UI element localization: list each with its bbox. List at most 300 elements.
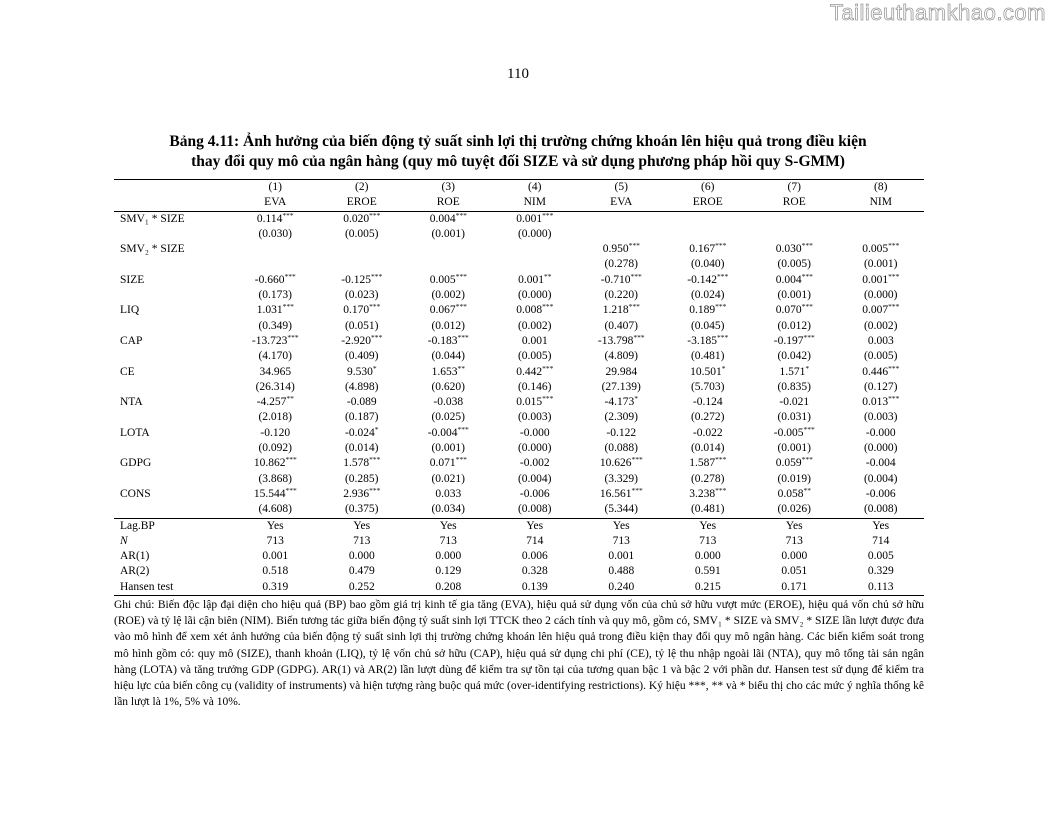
- standard-error-cell: (0.285): [344, 472, 379, 485]
- coefficient-value: -0.000: [519, 426, 550, 439]
- standard-error-cell: (0.044): [431, 350, 466, 363]
- standard-error-cell: (0.000): [863, 289, 898, 302]
- standard-error-cell: (0.008): [838, 502, 925, 518]
- row-label: Lag.BP: [114, 518, 232, 534]
- standard-error-cell: (0.031): [777, 411, 812, 424]
- standard-error-cell: (0.051): [344, 319, 379, 332]
- coefficient-cell: [405, 395, 492, 410]
- standard-error-cell: (0.023): [344, 289, 379, 302]
- coefficient-cell: [319, 211, 406, 227]
- standard-error-cell: [665, 227, 752, 242]
- header-corner: [114, 195, 232, 211]
- significance-stars: **: [286, 394, 294, 404]
- significance-stars: ***: [715, 241, 727, 251]
- caption-line-1: Bảng 4.11: Ảnh hưởng của biến động tỷ suất sinh lợi thị trường chứng khoán lên hiệu quả trong điều kiện: [169, 133, 867, 150]
- coefficient-cell: [665, 487, 752, 502]
- standard-error-cell: (0.000): [517, 227, 552, 240]
- statistic-cell: 0.139: [492, 580, 579, 596]
- coefficient-row: [114, 334, 924, 349]
- row-label: SMV₂ * SIZE: [120, 243, 185, 256]
- coefficient-cell: [838, 242, 925, 257]
- standard-error-row: [114, 227, 924, 242]
- coefficient-cell: [492, 211, 579, 227]
- statistic-cell: Yes: [232, 518, 319, 534]
- standard-error-cell: (0.002): [863, 319, 898, 332]
- coefficient-cell: [751, 426, 838, 441]
- header-model-number: (4): [492, 180, 579, 196]
- coefficient-cell: [492, 456, 579, 471]
- standard-error-cell: [232, 257, 319, 272]
- coefficient-value: 16.561: [599, 487, 632, 500]
- coefficient-value: 0.070: [775, 304, 802, 317]
- standard-error-cell: (5.703): [690, 380, 725, 393]
- coefficient-cell: [492, 273, 579, 288]
- statistic-cell: 0.215: [665, 580, 752, 596]
- coefficient-value: -0.005: [773, 426, 804, 439]
- coefficient-cell: [492, 365, 579, 380]
- statistic-cell: 0.319: [232, 580, 319, 596]
- standard-error-cell: (0.000): [517, 289, 552, 302]
- significance-stars: ***: [282, 302, 294, 312]
- significance-stars: ***: [801, 271, 813, 281]
- row-label: [114, 319, 232, 334]
- coefficient-cell: [232, 395, 319, 410]
- coefficient-cell: [838, 365, 925, 380]
- significance-stars: ***: [369, 302, 381, 312]
- standard-error-cell: (0.005): [777, 258, 812, 271]
- statistic-cell: Yes: [492, 518, 579, 534]
- statistic-cell: Yes: [405, 518, 492, 534]
- coefficient-value: -3.185: [687, 334, 717, 347]
- standard-error-cell: (0.000): [517, 442, 552, 455]
- header-dependent-var: EROE: [319, 195, 406, 211]
- coefficient-value: -0.000: [865, 426, 896, 439]
- standard-error-cell: [578, 227, 665, 242]
- coefficient-cell: [232, 303, 319, 318]
- coefficient-cell: [319, 487, 406, 502]
- coefficient-cell: [405, 303, 492, 318]
- table-note: Ghi chú: Biến độc lập đại diện cho hiệu quả (BP) bao gồm giá trị kinh tế gia tăng (EVA), hiệu quả sử dụng vốn của chủ sở hữu vượt mức (EROE), hiệu quả vốn chủ sở hữu (ROE) và tỷ lệ lãi cận biên (NIM). Biến tương tác giữa biến động tỷ suất sinh lợi TTCK theo 2 cách tính và quy mô, gồm có, SMV₁ * SIZE và SMV₂ * SIZE lần lượt được đưa vào mô hình để xem xét ảnh hưởng của biến động tỷ suất sinh lợi thị trường chứng khoán lên hiệu quả trong điều kiện thay đổi quy mô ngân hàng. Các biến kiểm soát trong mô hình gồm có: quy mô (SIZE), thanh khoản (LIQ), tỷ lệ vốn chủ sở hữu (CAP), hiệu quả sử dụng chi phí (CE), tỷ lệ thu nhập ngoài lãi (NTA), quy mô tổng tài sản ngân hàng (LOTA) và tăng trưởng GDP (GDPG). AR(1) và AR(2) lần lượt dùng để kiểm tra sự tồn tại của tương quan bậc 1 và bậc 2 với phần dư. Hansen test sử dụng để kiểm tra hiệu lực của biến công cụ (validity of instruments) và hiện tượng ràng buộc quá mức (over-identifying restrictions). Ký hiệu ***, ** và * biểu thị cho các mức ý nghĩa thống kê lần lượt là 1%, 5% và 10%.: [114, 599, 924, 709]
- coefficient-cell: [751, 456, 838, 471]
- coefficient-value: 1.578: [343, 457, 370, 470]
- coefficient-value: -0.122: [606, 426, 637, 439]
- coefficient-row: [114, 395, 924, 410]
- coefficient-cell: [578, 487, 665, 502]
- regression-table: [114, 179, 924, 596]
- coefficient-cell: [492, 303, 579, 318]
- coefficient-row: [114, 365, 924, 380]
- statistic-cell: 0.479: [348, 565, 375, 578]
- standard-error-cell: (4.809): [604, 350, 639, 363]
- coefficient-cell: [838, 456, 925, 471]
- standard-error-cell: (3.868): [258, 472, 293, 485]
- significance-stars: ***: [631, 455, 643, 465]
- coefficient-cell: [405, 426, 492, 441]
- coefficient-cell: [578, 334, 665, 349]
- coefficient-cell: [405, 211, 492, 227]
- row-label: [114, 502, 232, 518]
- standard-error-cell: (0.001): [431, 442, 466, 455]
- header-dependent-var: ROE: [405, 195, 492, 211]
- coefficient-cell: [578, 365, 665, 380]
- significance-stars: ***: [369, 210, 381, 220]
- significance-stars: ***: [888, 363, 900, 373]
- row-label: [114, 257, 232, 272]
- standard-error-cell: (0.045): [690, 319, 725, 332]
- significance-stars: ***: [715, 302, 727, 312]
- coefficient-value: 0.071: [429, 457, 456, 470]
- coefficient-value: 0.001: [516, 212, 543, 225]
- significance-stars: ***: [801, 455, 813, 465]
- coefficient-row: [114, 456, 924, 471]
- coefficient-cell: [838, 303, 925, 318]
- statistic-cell: 713: [699, 534, 717, 547]
- significance-stars: ***: [803, 332, 815, 342]
- statistic-cell: 0.001: [608, 550, 635, 563]
- watermark: Tailieuthamkhao.com: [829, 0, 1046, 25]
- header-model-number: (5): [578, 180, 665, 196]
- coefficient-value: -0.038: [433, 396, 464, 409]
- row-label: NTA: [120, 396, 143, 409]
- statistic-cell: 0.240: [578, 580, 665, 596]
- coefficient-value: 0.170: [343, 304, 370, 317]
- significance-stars: *: [374, 424, 379, 434]
- significance-stars: ***: [542, 210, 554, 220]
- coefficient-cell: [838, 426, 925, 441]
- header-row-dependent-vars: [114, 195, 924, 211]
- standard-error-cell: (0.278): [690, 472, 725, 485]
- standard-error-cell: [838, 227, 925, 242]
- coefficient-value: -0.002: [519, 457, 550, 470]
- coefficient-cell: [492, 487, 579, 502]
- coefficient-row: [114, 242, 924, 257]
- coefficient-cell: [751, 273, 838, 288]
- coefficient-cell: [665, 334, 752, 349]
- statistic-cell: 713: [439, 534, 457, 547]
- table-caption: [112, 132, 924, 172]
- coefficient-cell: [665, 395, 752, 410]
- coefficient-value: -0.142: [687, 273, 717, 286]
- header-dependent-var: ROE: [751, 195, 838, 211]
- coefficient-value: 0.008: [516, 304, 543, 317]
- standard-error-cell: (0.019): [777, 472, 812, 485]
- standard-error-cell: (2.309): [604, 411, 639, 424]
- coefficient-cell: [751, 365, 838, 380]
- standard-error-cell: (4.898): [344, 380, 379, 393]
- header-dependent-var: EROE: [665, 195, 752, 211]
- coefficient-cell: [838, 334, 925, 349]
- coefficient-value: 0.005: [862, 243, 889, 256]
- statistic-cell: 0.591: [694, 565, 721, 578]
- coefficient-value: 1.587: [689, 457, 716, 470]
- standard-error-row: [114, 257, 924, 272]
- coefficient-value: -0.660: [254, 273, 285, 286]
- coefficient-cell: [838, 395, 925, 410]
- coefficient-value: -0.183: [427, 334, 458, 347]
- coefficient-value: -2.920: [341, 334, 371, 347]
- coefficient-value: 29.984: [605, 365, 638, 378]
- row-label: Hansen test: [114, 580, 232, 596]
- coefficient-value: 0.001: [521, 334, 548, 347]
- standard-error-cell: [319, 257, 406, 272]
- coefficient-cell: [665, 211, 752, 227]
- standard-error-cell: (0.835): [777, 380, 812, 393]
- significance-stars: ***: [455, 455, 467, 465]
- coefficient-value: 10.862: [253, 457, 286, 470]
- significance-stars: ***: [287, 332, 299, 342]
- coefficient-cell: [319, 334, 406, 349]
- coefficient-cell: [492, 334, 579, 349]
- statistic-cell: 713: [612, 534, 630, 547]
- statistic-row: [114, 534, 924, 549]
- coefficient-value: -0.125: [341, 273, 371, 286]
- header-dependent-var: NIM: [838, 195, 925, 211]
- standard-error-cell: (0.001): [431, 227, 466, 240]
- standard-error-cell: (0.008): [492, 502, 579, 518]
- statistic-row: [114, 549, 924, 564]
- coefficient-value: 0.033: [435, 487, 462, 500]
- coefficient-value: 0.189: [689, 304, 716, 317]
- coefficient-row: [114, 303, 924, 318]
- row-label: [114, 441, 232, 456]
- coefficient-value: 1.218: [602, 304, 629, 317]
- statistic-row: [114, 518, 924, 534]
- coefficient-value: 10.626: [599, 457, 632, 470]
- standard-error-cell: [405, 257, 492, 272]
- significance-stars: ***: [715, 485, 727, 495]
- coefficient-cell: [492, 242, 579, 257]
- coefficient-value: 0.004: [429, 212, 456, 225]
- coefficient-value: 0.442: [516, 365, 543, 378]
- statistic-cell: 0.000: [348, 550, 375, 563]
- significance-stars: *: [634, 394, 638, 404]
- row-label: N: [120, 534, 128, 547]
- standard-error-cell: (0.021): [431, 472, 466, 485]
- significance-stars: ***: [633, 332, 645, 342]
- coefficient-value: -0.004: [865, 457, 896, 470]
- standard-error-cell: (0.005): [517, 350, 552, 363]
- significance-stars: ***: [285, 455, 297, 465]
- statistic-cell: Yes: [665, 518, 752, 534]
- standard-error-cell: (0.024): [690, 289, 725, 302]
- coefficient-cell: [578, 395, 665, 410]
- coefficient-value: 2.936: [343, 487, 370, 500]
- coefficient-cell: [405, 273, 492, 288]
- statistic-cell: 713: [785, 534, 803, 547]
- standard-error-cell: (0.146): [517, 380, 552, 393]
- row-label: [114, 472, 232, 487]
- header-model-number: (8): [838, 180, 925, 196]
- statistic-cell: 0.129: [435, 565, 462, 578]
- statistic-row: [114, 580, 924, 596]
- standard-error-cell: (0.409): [344, 350, 379, 363]
- significance-stars: ***: [455, 210, 467, 220]
- coefficient-value: 1.571: [779, 365, 806, 378]
- coefficient-cell: [405, 487, 492, 502]
- coefficient-value: 0.059: [775, 457, 802, 470]
- coefficient-cell: [665, 303, 752, 318]
- coefficient-value: 0.004: [775, 273, 802, 286]
- standard-error-cell: (0.003): [863, 411, 898, 424]
- standard-error-cell: (0.030): [258, 227, 293, 240]
- coefficient-value: 0.015: [516, 396, 543, 409]
- standard-error-row: [114, 441, 924, 456]
- statistic-cell: 0.518: [262, 565, 289, 578]
- standard-error-row: [114, 472, 924, 487]
- significance-stars: ***: [888, 394, 900, 404]
- standard-error-row: [114, 380, 924, 395]
- coefficient-value: 9.530: [346, 365, 373, 378]
- coefficient-value: -0.120: [260, 426, 291, 439]
- coefficient-cell: [578, 426, 665, 441]
- row-label: CAP: [120, 334, 143, 347]
- coefficient-cell: [838, 273, 925, 288]
- significance-stars: ***: [542, 302, 554, 312]
- coefficient-value: 0.950: [602, 243, 629, 256]
- coefficient-value: -0.124: [692, 396, 723, 409]
- standard-error-cell: (0.012): [777, 319, 812, 332]
- coefficient-cell: [578, 211, 665, 227]
- coefficient-value: -0.021: [779, 396, 810, 409]
- coefficient-cell: [232, 365, 319, 380]
- coefficient-value: 0.003: [867, 334, 894, 347]
- significance-stars: ***: [370, 271, 383, 281]
- header-corner: [114, 180, 232, 196]
- coefficient-value: 3.238: [689, 487, 716, 500]
- standard-error-cell: (3.329): [604, 472, 639, 485]
- coefficient-cell: [665, 273, 752, 288]
- row-label: AR(2): [120, 565, 150, 578]
- significance-stars: ***: [715, 455, 727, 465]
- coefficient-cell: [492, 395, 579, 410]
- significance-stars: ***: [455, 271, 467, 281]
- coefficient-cell: [751, 211, 838, 227]
- coefficient-value: 15.544: [253, 487, 286, 500]
- coefficient-value: 0.020: [343, 212, 370, 225]
- coefficient-cell: [319, 395, 406, 410]
- coefficient-row: [114, 273, 924, 288]
- significance-stars: ***: [888, 241, 900, 251]
- significance-stars: **: [543, 271, 552, 281]
- standard-error-cell: (5.344): [578, 502, 665, 518]
- row-label: SIZE: [120, 273, 145, 286]
- header-dependent-var: NIM: [492, 195, 579, 211]
- coefficient-value: -0.024: [345, 426, 375, 439]
- regression-table-container: [114, 179, 924, 596]
- standard-error-cell: [492, 257, 579, 272]
- coefficient-cell: [405, 242, 492, 257]
- statistic-cell: 0.329: [867, 565, 894, 578]
- standard-error-cell: (0.001): [777, 442, 812, 455]
- row-label: AR(1): [120, 550, 150, 563]
- significance-stars: ***: [628, 241, 640, 251]
- coefficient-cell: [319, 456, 406, 471]
- row-label: [114, 227, 232, 242]
- significance-stars: ***: [628, 302, 640, 312]
- row-label: [114, 349, 232, 364]
- standard-error-cell: (0.127): [863, 380, 898, 393]
- standard-error-cell: (0.220): [604, 289, 639, 302]
- coefficient-cell: [578, 303, 665, 318]
- coefficient-value: 1.031: [256, 304, 283, 317]
- statistic-cell: 0.488: [608, 565, 635, 578]
- header-row-model-numbers: [114, 180, 924, 196]
- standard-error-cell: (0.001): [863, 258, 898, 271]
- coefficient-cell: [319, 242, 406, 257]
- statistic-cell: 0.001: [262, 550, 289, 563]
- standard-error-cell: (2.018): [258, 411, 293, 424]
- standard-error-cell: (0.375): [319, 502, 406, 518]
- coefficient-value: 34.965: [259, 365, 292, 378]
- coefficient-value: 0.058: [777, 487, 804, 500]
- standard-error-cell: (0.014): [344, 442, 379, 455]
- coefficient-cell: [578, 273, 665, 288]
- statistic-cell: 0.171: [751, 580, 838, 596]
- standard-error-cell: (0.000): [863, 442, 898, 455]
- coefficient-value: 0.030: [775, 243, 802, 256]
- standard-error-cell: (0.042): [777, 350, 812, 363]
- coefficient-cell: [319, 426, 406, 441]
- standard-error-cell: (0.620): [431, 380, 466, 393]
- standard-error-row: [114, 319, 924, 334]
- coefficient-cell: [665, 456, 752, 471]
- standard-error-row: [114, 410, 924, 425]
- coefficient-value: 0.114: [256, 212, 283, 225]
- statistic-cell: 0.252: [319, 580, 406, 596]
- row-label: CE: [120, 365, 135, 378]
- significance-stars: *: [372, 363, 377, 373]
- page-number: 110: [507, 66, 529, 82]
- row-label: LOTA: [120, 426, 150, 439]
- coefficient-cell: [405, 365, 492, 380]
- coefficient-value: -13.798: [597, 334, 634, 347]
- significance-stars: ***: [282, 210, 294, 220]
- coefficient-cell: [751, 303, 838, 318]
- standard-error-cell: (0.040): [690, 258, 725, 271]
- standard-error-cell: (0.092): [258, 442, 293, 455]
- header-dependent-var: EVA: [232, 195, 319, 211]
- standard-error-cell: (0.004): [517, 472, 552, 485]
- header-model-number: (6): [665, 180, 752, 196]
- statistic-cell: 713: [266, 534, 284, 547]
- statistic-cell: Yes: [838, 518, 925, 534]
- standard-error-cell: (0.026): [751, 502, 838, 518]
- standard-error-cell: (0.349): [258, 319, 293, 332]
- statistic-cell: 0.328: [521, 565, 548, 578]
- coefficient-row: [114, 211, 924, 227]
- coefficient-value: -0.089: [346, 396, 377, 409]
- statistic-cell: 0.113: [838, 580, 925, 596]
- standard-error-cell: (0.012): [431, 319, 466, 332]
- table-body: [114, 211, 924, 595]
- coefficient-cell: [492, 426, 579, 441]
- significance-stars: **: [457, 363, 465, 373]
- coefficient-cell: [405, 456, 492, 471]
- coefficient-cell: [232, 456, 319, 471]
- coefficient-cell: [232, 211, 319, 227]
- coefficient-cell: [665, 426, 752, 441]
- coefficient-row: [114, 487, 924, 502]
- row-label: GDPG: [120, 457, 152, 470]
- significance-stars: ***: [803, 424, 815, 434]
- standard-error-cell: (0.014): [690, 442, 725, 455]
- standard-error-cell: (0.187): [344, 411, 379, 424]
- coefficient-value: -0.004: [427, 426, 458, 439]
- standard-error-cell: (4.170): [258, 350, 293, 363]
- standard-error-cell: (0.034): [405, 502, 492, 518]
- coefficient-cell: [751, 242, 838, 257]
- coefficient-cell: [751, 487, 838, 502]
